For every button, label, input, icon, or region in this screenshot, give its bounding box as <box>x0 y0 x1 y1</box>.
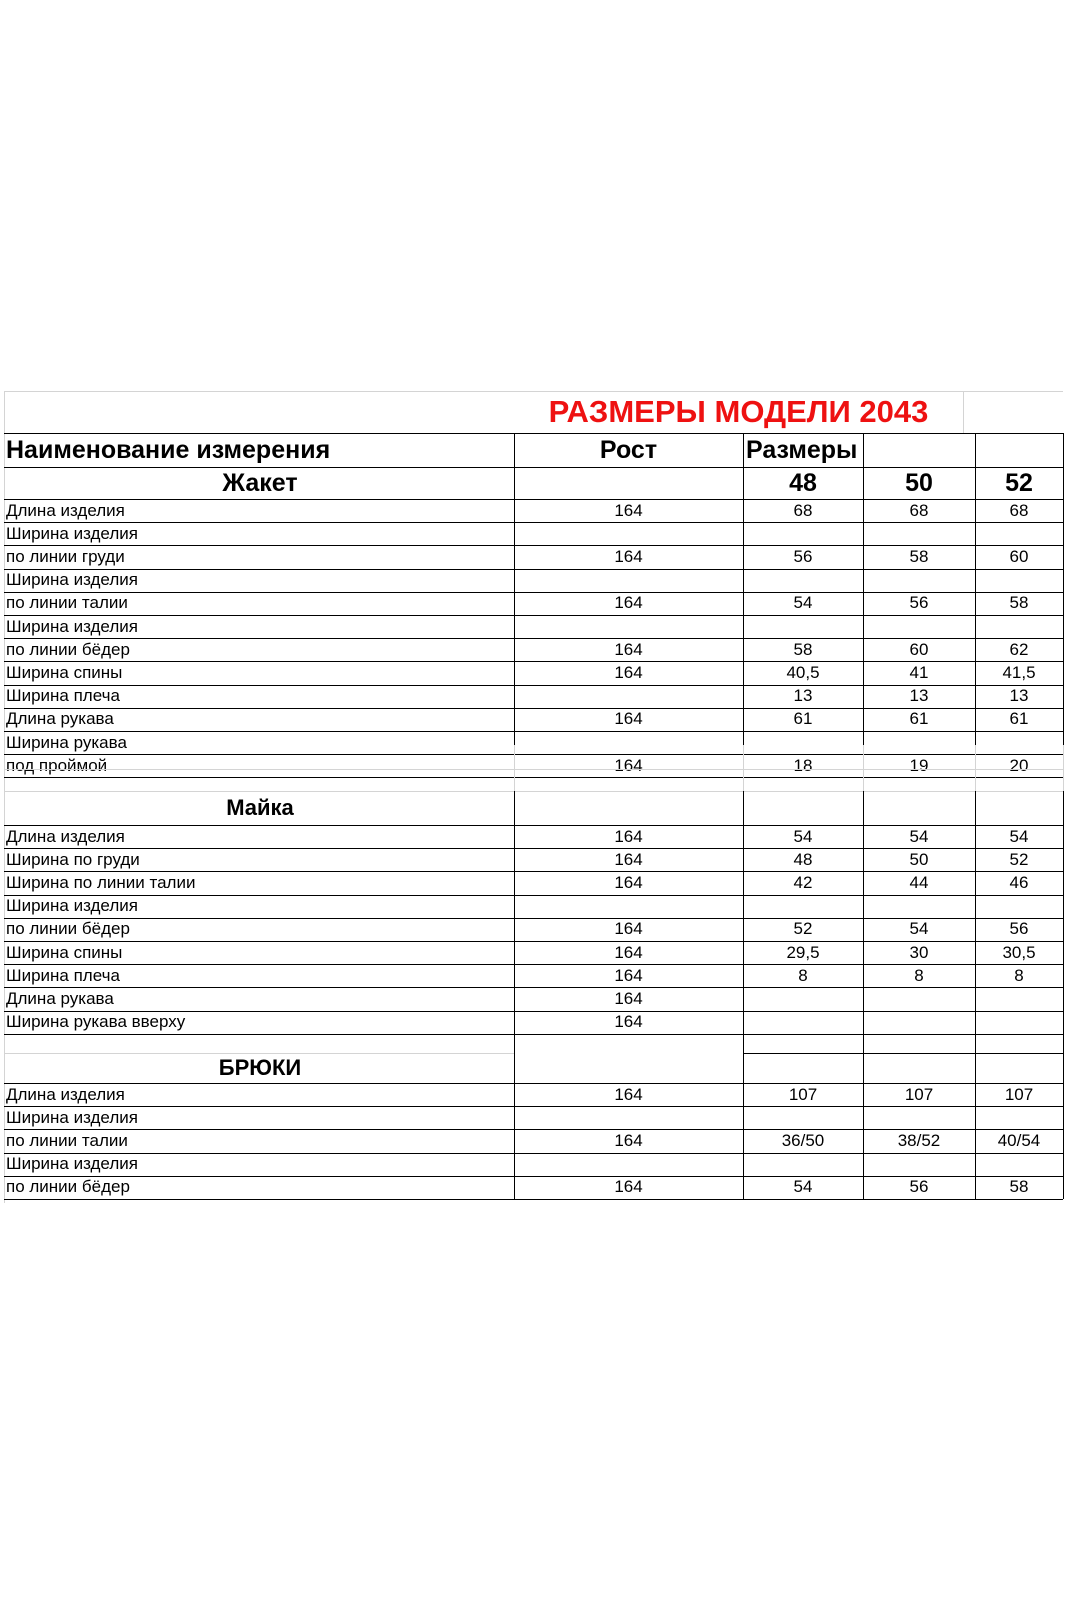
size-50-value: 107 <box>904 1084 934 1104</box>
size-52-value: 62 <box>1009 639 1029 659</box>
size-48: 48 <box>789 468 817 497</box>
size-48-value <box>743 1106 863 1129</box>
grid-hline <box>4 918 1063 919</box>
size-48-value <box>743 615 863 638</box>
size-50-value: 8 <box>914 965 924 985</box>
height-value: 164 <box>614 988 643 1008</box>
table-row <box>4 685 1063 708</box>
measure-label: Ширина спины <box>6 942 123 962</box>
grid-hline <box>4 615 1063 616</box>
size-50-value <box>863 569 975 592</box>
size-50-value <box>863 895 975 918</box>
table-row <box>4 545 1063 568</box>
size-50-value: 41 <box>909 662 929 682</box>
header-height: Рост <box>599 435 658 464</box>
size-50-value <box>863 987 975 1010</box>
grid-hline <box>4 964 1063 965</box>
size-50-value <box>863 522 975 545</box>
size-52-value: 60 <box>1009 546 1029 566</box>
size-50-value: 13 <box>909 686 929 706</box>
height-value <box>514 685 743 708</box>
table-row <box>4 918 1063 941</box>
size-48-value: 54 <box>793 593 813 613</box>
size-50-value: 30 <box>909 942 929 962</box>
grid-vline <box>514 791 515 825</box>
size-52-value: 61 <box>1009 709 1029 729</box>
table-row <box>4 987 1063 1010</box>
height-value <box>514 1106 743 1129</box>
size-50-value: 56 <box>909 1177 929 1197</box>
height-value: 164 <box>614 546 643 566</box>
table-row <box>4 941 1063 964</box>
height-value: 164 <box>614 755 643 775</box>
grid-hline <box>4 791 1063 792</box>
size-52-value: 13 <box>1009 686 1029 706</box>
height-value: 164 <box>614 500 643 520</box>
table-row <box>4 615 1063 638</box>
height-value: 164 <box>614 709 643 729</box>
size-48-value: 13 <box>793 686 813 706</box>
size-52-value: 107 <box>1004 1084 1034 1104</box>
measure-label: по линии груди <box>6 546 125 566</box>
size-48-value: 68 <box>793 500 813 520</box>
trousers-section-title: БРЮКИ <box>218 1055 302 1080</box>
size-50-value <box>863 1011 975 1034</box>
grid-vline <box>975 433 976 745</box>
grid-vline <box>963 391 964 433</box>
measure-label: по линии талии <box>6 593 128 613</box>
tank-section-row <box>4 791 1063 825</box>
grid-hline <box>4 1034 1063 1035</box>
height-value: 164 <box>614 826 643 846</box>
measure-label: Ширина изделия <box>6 896 138 916</box>
grid-hline <box>4 661 1063 662</box>
measure-label: по линии бёдер <box>6 919 130 939</box>
title-row <box>4 391 1063 433</box>
grid-hline <box>4 1199 1063 1200</box>
table-row <box>4 592 1063 615</box>
size-50-value: 68 <box>909 500 929 520</box>
grid-vline <box>1063 745 1064 791</box>
size-48-value: 54 <box>793 826 813 846</box>
table-row <box>4 522 1063 545</box>
table-row <box>4 825 1063 848</box>
size-48-value: 48 <box>793 849 813 869</box>
grid-hline <box>4 467 1063 468</box>
measure-label: под проймой <box>6 755 108 775</box>
height-value <box>514 615 743 638</box>
grid-vline <box>514 745 515 791</box>
size-50-value: 58 <box>909 546 929 566</box>
size-52: 52 <box>1005 468 1033 497</box>
height-value <box>514 569 743 592</box>
measure-label: Ширина по груди <box>6 849 140 869</box>
size-50-value: 38/52 <box>897 1130 941 1150</box>
grid-hline <box>4 685 1063 686</box>
grid-hline <box>4 825 1063 826</box>
size-52-value: 68 <box>1009 500 1029 520</box>
measure-label: по линии бёдер <box>6 639 130 659</box>
table-row <box>4 499 1063 522</box>
size-52-value <box>975 522 1063 545</box>
size-52-value <box>975 895 1063 918</box>
size-52-value: 8 <box>1014 965 1024 985</box>
table-row <box>4 871 1063 894</box>
jacket-section-row <box>4 467 1063 499</box>
table-row <box>4 638 1063 661</box>
jacket-section-title: Жакет <box>222 468 298 497</box>
size-50-value: 56 <box>909 593 929 613</box>
grid-vline <box>514 433 515 745</box>
measure-label: Ширина изделия <box>6 1107 138 1127</box>
measure-label: Ширина рукава <box>6 732 127 752</box>
size-52-value <box>975 1106 1063 1129</box>
size-48-value: 54 <box>793 1177 813 1197</box>
size-48-value: 8 <box>798 965 808 985</box>
measure-label: Ширина спины <box>6 662 123 682</box>
grid-hline <box>4 1106 1063 1107</box>
size-52-value: 20 <box>1009 755 1029 775</box>
measure-label: Длина изделия <box>6 826 125 846</box>
table-row <box>4 754 1063 777</box>
measure-label: Длина изделия <box>6 1084 125 1104</box>
size-50-value <box>863 1153 975 1176</box>
height-value: 164 <box>614 1130 643 1150</box>
size-52-value <box>975 731 1063 754</box>
height-value: 164 <box>614 965 643 985</box>
grid-vline <box>743 433 744 745</box>
table-row <box>4 1106 1063 1129</box>
size-52-value: 30,5 <box>1002 942 1036 962</box>
grid-hline <box>4 1083 1063 1084</box>
height-value: 164 <box>614 593 643 613</box>
height-value: 164 <box>614 1012 643 1032</box>
grid-hline <box>4 545 1063 546</box>
grid-hline <box>4 777 1063 778</box>
measure-label: по линии талии <box>6 1130 128 1150</box>
size-48-value <box>743 1153 863 1176</box>
grid-hline <box>743 1053 1063 1054</box>
grid-hline <box>4 592 1063 593</box>
grid-hline <box>4 1153 1063 1154</box>
grid-hline <box>4 1176 1063 1177</box>
size-50-value <box>863 1106 975 1129</box>
table-row <box>4 569 1063 592</box>
grid-vline <box>743 745 744 791</box>
height-value: 164 <box>614 1177 643 1197</box>
size-52-value: 52 <box>1009 849 1029 869</box>
grid-vline <box>4 391 5 1203</box>
size-50: 50 <box>905 468 933 497</box>
grid-hline <box>4 987 1063 988</box>
size-50-value: 19 <box>909 755 929 775</box>
table-row <box>4 731 1063 754</box>
size-52-value: 46 <box>1009 872 1029 892</box>
height-value <box>514 522 743 545</box>
table-row <box>4 708 1063 731</box>
grid-hline <box>4 569 1063 570</box>
measure-label: Ширина по линии талии <box>6 872 196 892</box>
size-48-value: 58 <box>793 639 813 659</box>
size-48-value <box>743 895 863 918</box>
measure-label: Ширина изделия <box>6 570 138 590</box>
grid-hline <box>4 1053 514 1054</box>
table-row <box>4 895 1063 918</box>
grid-hline <box>4 1011 1063 1012</box>
table-row <box>4 1083 1063 1106</box>
height-value: 164 <box>614 1084 643 1104</box>
measure-label: Ширина плеча <box>6 965 120 985</box>
height-value: 164 <box>614 849 643 869</box>
grid-hline <box>4 708 1063 709</box>
size-50-value: 61 <box>909 709 929 729</box>
measure-label: Ширина изделия <box>6 523 138 543</box>
height-value: 164 <box>614 919 643 939</box>
grid-vline <box>863 745 864 791</box>
size-48-value <box>743 731 863 754</box>
grid-hline <box>4 391 1063 392</box>
measure-label: Длина изделия <box>6 500 125 520</box>
size-50-value <box>863 731 975 754</box>
measure-label: Длина рукава <box>6 709 114 729</box>
grid-vline <box>743 791 744 1199</box>
measure-label: по линии бёдер <box>6 1177 130 1197</box>
size-52-value: 41,5 <box>1002 662 1036 682</box>
header-name: Наименование измерения <box>6 435 331 464</box>
trousers-section-row <box>4 1053 1063 1083</box>
grid-hline <box>4 769 1063 770</box>
measure-label: Длина рукава <box>6 988 114 1008</box>
grid-hline <box>4 638 1063 639</box>
table-row <box>4 1129 1063 1152</box>
header-sizes: Размеры <box>746 435 858 464</box>
height-value <box>514 895 743 918</box>
table-row <box>4 1176 1063 1199</box>
table-row <box>4 964 1063 987</box>
grid-hline <box>4 941 1063 942</box>
grid-hline <box>4 895 1063 896</box>
size-52-value: 40/54 <box>997 1130 1041 1150</box>
page-title: РАЗМЕРЫ МОДЕЛИ 2043 <box>548 394 929 429</box>
size-48-value: 56 <box>793 546 813 566</box>
measure-label: Ширина рукава вверху <box>6 1012 186 1032</box>
measure-label: Ширина плеча <box>6 686 120 706</box>
tank-section-title: Майка <box>226 795 294 820</box>
grid-vline <box>863 791 864 1199</box>
size-48-value: 40,5 <box>786 662 820 682</box>
measure-label: Ширина изделия <box>6 616 138 636</box>
grid-hline <box>4 754 1063 755</box>
size-52-value: 56 <box>1009 919 1029 939</box>
size-48-value <box>743 1011 863 1034</box>
height-value <box>514 1153 743 1176</box>
table-row <box>4 1011 1063 1034</box>
grid-hline <box>4 522 1063 523</box>
size-52-value <box>975 987 1063 1010</box>
size-50-value: 60 <box>909 639 929 659</box>
size-48-value: 52 <box>793 919 813 939</box>
height-value: 164 <box>614 662 643 682</box>
size-48-value <box>743 987 863 1010</box>
grid-vline <box>1063 791 1064 1199</box>
size-48-value: 36/50 <box>781 1130 825 1150</box>
header-row <box>4 433 1063 467</box>
grid-vline <box>514 791 515 1199</box>
size-48-value: 18 <box>793 755 813 775</box>
height-value: 164 <box>614 872 643 892</box>
grid-vline <box>863 433 864 745</box>
grid-vline <box>975 791 976 1199</box>
size-48-value <box>743 569 863 592</box>
grid-hline <box>4 848 1063 849</box>
height-value: 164 <box>614 942 643 962</box>
table-row <box>4 661 1063 684</box>
grid-vline <box>975 745 976 791</box>
measure-label: Ширина изделия <box>6 1154 138 1174</box>
grid-hline <box>4 1129 1063 1130</box>
size-50-value: 54 <box>909 826 929 846</box>
size-48-value: 42 <box>793 872 813 892</box>
size-48-value: 107 <box>788 1084 818 1104</box>
size-52-value: 58 <box>1009 1177 1029 1197</box>
size-48-value <box>743 522 863 545</box>
grid-hline <box>4 731 1063 732</box>
size-48-value: 29,5 <box>786 942 820 962</box>
table-row <box>4 1153 1063 1176</box>
height-value: 164 <box>614 639 643 659</box>
size-48-value: 61 <box>793 709 813 729</box>
size-52-value <box>975 615 1063 638</box>
size-52-value <box>975 569 1063 592</box>
size-50-value: 50 <box>909 849 929 869</box>
grid-hline <box>4 871 1063 872</box>
grid-vline <box>1063 433 1064 745</box>
size-52-value <box>975 1011 1063 1034</box>
size-52-value: 54 <box>1009 826 1029 846</box>
size-50-value <box>863 615 975 638</box>
grid-hline <box>4 433 1063 434</box>
grid-hline <box>4 499 1063 500</box>
table-row <box>4 848 1063 871</box>
size-50-value: 44 <box>909 872 929 892</box>
size-52-value <box>975 1153 1063 1176</box>
size-52-value: 58 <box>1009 593 1029 613</box>
height-value <box>514 731 743 754</box>
size-50-value: 54 <box>909 919 929 939</box>
